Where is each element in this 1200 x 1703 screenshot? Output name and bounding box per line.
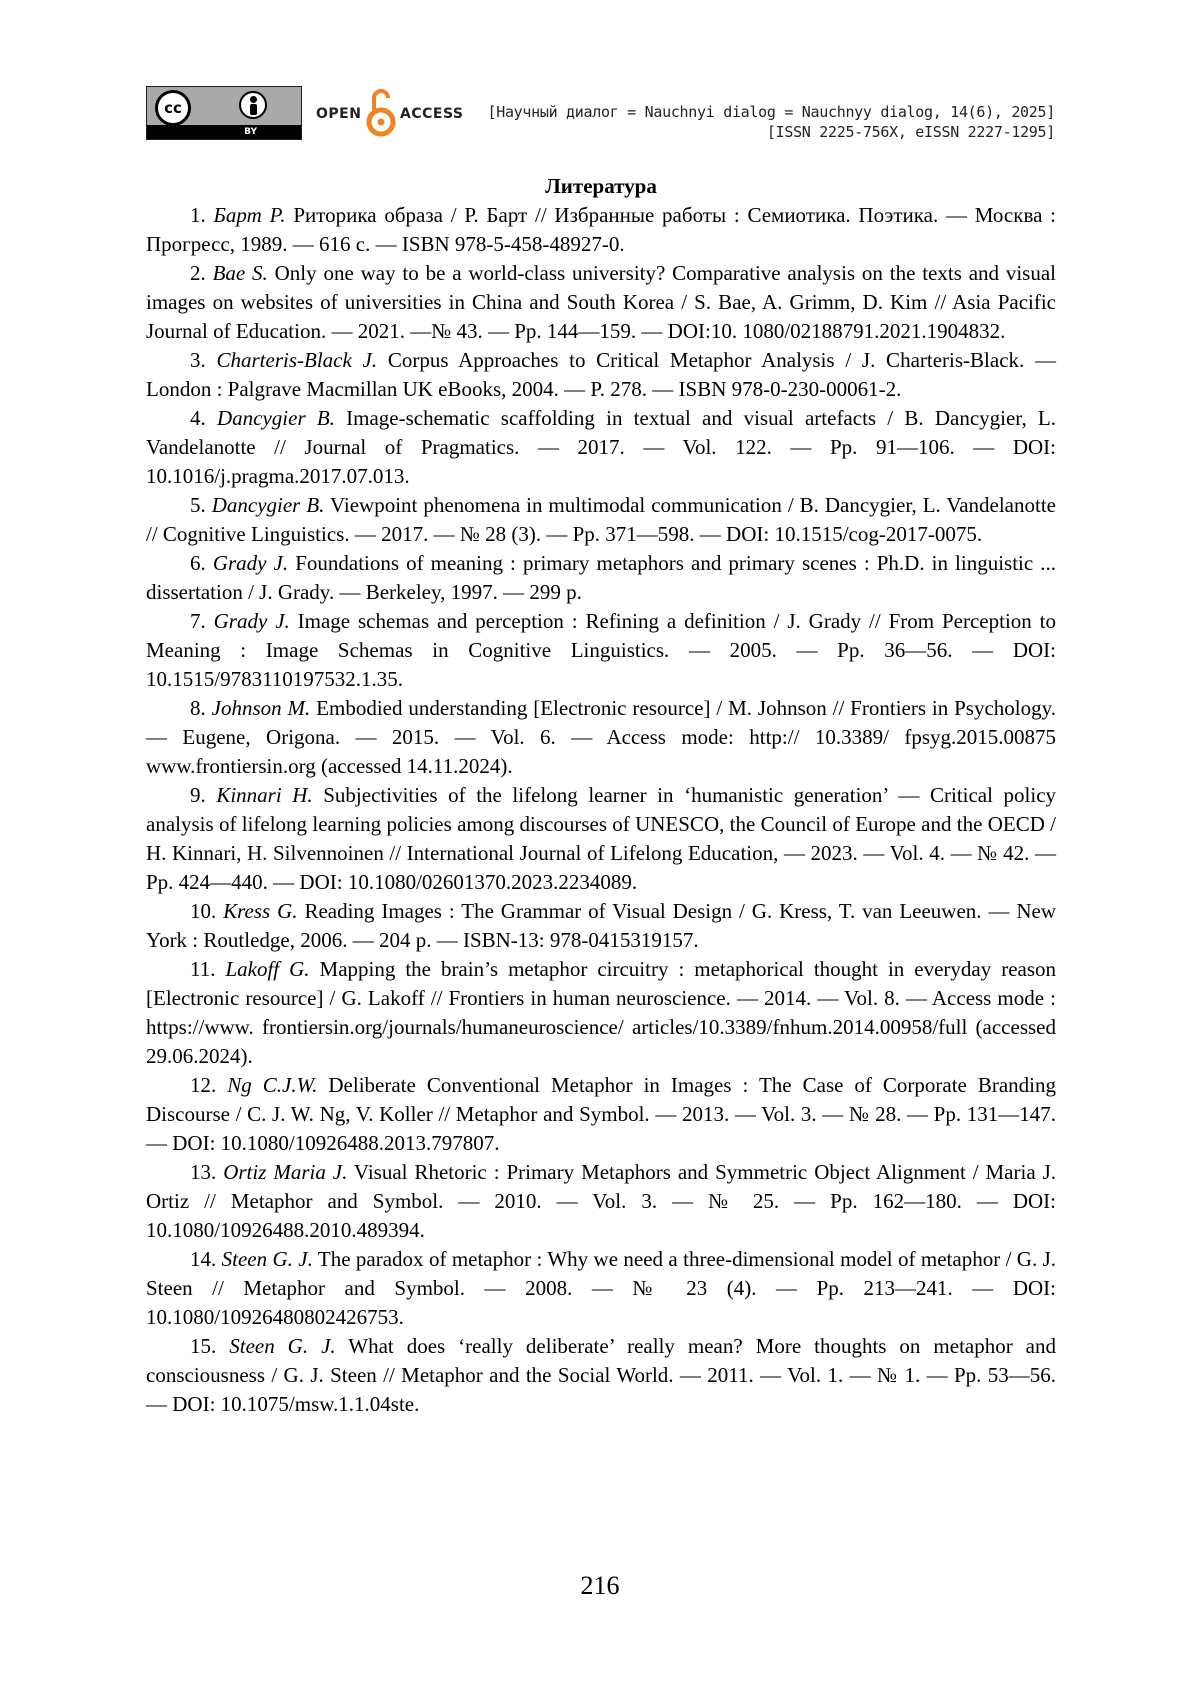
reference-number: 13. xyxy=(190,1160,217,1184)
reference-number: 15. xyxy=(190,1334,217,1358)
reference-number: 1. xyxy=(190,203,206,227)
reference-text: Corpus Approaches to Critical Metaphor Analysis / J. Charteris-Black. — London : Palgrave Macmillan UK eBooks, 2004. — P. 278. — ISBN 978-0-230-00061-2. xyxy=(146,348,1056,401)
reference-text: Embodied understanding [Electronic resource] / M. Johnson // Frontiers in Psychology. — Eugene, Origona. — 2015. — Vol. 6. — Access mode: http:// 10.3389/ fpsyg.2015.00875 www.frontiersin.org (accessed 14.11.2024). xyxy=(146,696,1057,778)
reference-number: 3. xyxy=(190,348,206,372)
reference-number: 12. xyxy=(190,1073,217,1097)
journal-title-line: [Научный диалог = Nauchnyi dialog = Nauchnyy dialog, 14(6), 2025] xyxy=(487,103,1055,121)
reference-text: Only one way to be a world-class university? Comparative analysis on the texts and visual images on websites of universities in China and South Korea / S. Bae, A. Grimm, D. Kim // Asia Pacific Journal of Education. — 2021. —№ 43. — Pp. 144—159. — DOI:10. 1080/02188791.2021.1904832. xyxy=(146,261,1057,343)
reference-item xyxy=(146,259,1056,346)
reference-text: The paradox of metaphor : Why we need a three-dimensional model of metaphor / G. J. Steen // Metaphor and Symbol. — 2008. — № 23 (4). — Pp. 213—241. — DOI: 10.1080/10926480802426753. xyxy=(146,1247,1057,1329)
reference-item xyxy=(146,897,1056,955)
reference-text: Image-schematic scaffolding in textual and visual artefacts / B. Dancygier, L. Vandelanotte // Journal of Pragmatics. — 2017. — Vol. 122. — Pp. 91—106. — DOI: 10.1016/j.pragma.2017.07.013. xyxy=(146,406,1057,488)
reference-author: Ortiz Maria J. xyxy=(223,1160,348,1184)
journal-citation xyxy=(487,102,1055,142)
reference-item xyxy=(146,694,1056,781)
access-label: ACCESS xyxy=(400,106,464,122)
reference-author: Grady J. xyxy=(212,551,289,575)
reference-item xyxy=(146,404,1056,491)
reference-author: Dancygier B. xyxy=(211,493,325,517)
reference-text: Image schemas and perception : Refining a definition / J. Grady // From Perception to Meaning : Image Schemas in Cognitive Linguistics. — 2005. — Pp. 36—56. — DOI: 10.1515/9783110197532.1.35. xyxy=(146,609,1057,691)
reference-author: Steen G. J. xyxy=(229,1334,336,1358)
reference-number: 9. xyxy=(190,783,206,807)
reference-author: Johnson M. xyxy=(211,696,311,720)
reference-text: What does ‘really deliberate’ really mean? More thoughts on metaphor and consciousness / G. J. Steen // Metaphor and the Social World. — 2011. — Vol. 1. — № 1. — Pp. 53—56. — DOI: 10.1075/msw.1.1.04ste. xyxy=(146,1334,1057,1416)
reference-author: Dancygier B. xyxy=(216,406,335,430)
reference-item xyxy=(146,607,1056,694)
reference-text: Риторика образа / Р. Барт // Избранные работы : Семиотика. Поэтика. — Москва : Прогресс, 1989. — 616 с. — ISBN 978-5-458-48927-0. xyxy=(146,203,1057,256)
reference-item xyxy=(146,549,1056,607)
reference-number: 2. xyxy=(190,261,206,285)
reference-item xyxy=(146,491,1056,549)
reference-item xyxy=(146,1332,1056,1419)
reference-number: 4. xyxy=(190,406,206,430)
reference-item xyxy=(146,201,1056,259)
open-access-logo xyxy=(316,86,464,140)
reference-text: Viewpoint phenomena in multimodal communication / B. Dancygier, L. Vandelanotte // Cognitive Linguistics. — 2017. — № 28 (3). — Pp. 371—598. — DOI: 10.1515/cog-2017-0075. xyxy=(146,493,1056,546)
reference-author: Kress G. xyxy=(223,899,298,923)
journal-issn-line: [ISSN 2225-756X, eISSN 2227-1295] xyxy=(766,123,1055,141)
reference-author: Grady J. xyxy=(213,609,290,633)
reference-item xyxy=(146,346,1056,404)
reference-text: Mapping the brain’s metaphor circuitry : metaphorical thought in everyday reason [Electronic resource] / G. Lakoff // Frontiers in human neuroscience. — 2014. — Vol. 8. — Access mode : https://www. frontiersin.org/journals/humaneuroscience/ articles/10.3389/fnhum.2014.00958/full (accessed 29.06.2024). xyxy=(146,957,1057,1068)
reference-text: Reading Images : The Grammar of Visual Design / G. Kress, T. van Leeuwen. — New York : Routledge, 2006. — 204 p. — ISBN-13: 978-0415319157. xyxy=(146,899,1057,952)
reference-author: Steen G. J. xyxy=(221,1247,313,1271)
cc-by-license-badge xyxy=(146,86,302,140)
reference-number: 8. xyxy=(190,696,206,720)
reference-text: Deliberate Conventional Metaphor in Images : The Case of Corporate Branding Discourse / C. J. W. Ng, V. Koller // Metaphor and Symbol. — 2013. — Vol. 3. — № 28. — Pp. 131—147. — DOI: 10.1080/10926488.2013.797807. xyxy=(146,1073,1057,1155)
references-section xyxy=(146,172,1056,1419)
reference-author: Lakoff G. xyxy=(225,957,310,981)
reference-text: Subjectivities of the lifelong learner in ‘humanistic generation’ — Critical policy analysis of lifelong learning policies among discourses of UNESCO, the Council of Europe and the OECD / H. Kinnari, H. Silvennoinen // International Journal of Lifelong Education, — 2023. — Vol. 4. — № 42. — Pp. 424—440. — DOI: 10.1080/02601370.2023.2234089. xyxy=(146,783,1057,894)
reference-list xyxy=(146,201,1056,1419)
reference-author: Барт Р. xyxy=(213,203,286,227)
reference-item xyxy=(146,955,1056,1071)
creative-commons-icon: cc xyxy=(155,90,191,126)
section-title: Литература xyxy=(545,174,657,198)
reference-number: 7. xyxy=(190,609,206,633)
reference-author: Ng C.J.W. xyxy=(227,1073,318,1097)
reference-item xyxy=(146,1245,1056,1332)
reference-item xyxy=(146,781,1056,897)
reference-author: Charteris-Black J. xyxy=(216,348,378,372)
page-number: 216 xyxy=(580,1571,620,1600)
reference-author: Bae S. xyxy=(212,261,268,285)
reference-number: 10. xyxy=(190,899,217,923)
reference-item xyxy=(146,1158,1056,1245)
reference-author: Kinnari H. xyxy=(216,783,313,807)
open-label: OPEN xyxy=(316,106,362,122)
reference-number: 6. xyxy=(190,551,206,575)
reference-text: Foundations of meaning : primary metaphors and primary scenes : Ph.D. in linguistic ... dissertation / J. Grady. — Berkeley, 1997. — 299 p. xyxy=(146,551,1057,604)
open-access-lock-icon xyxy=(366,86,396,140)
attribution-person-icon xyxy=(239,91,267,119)
license-by-label: BY xyxy=(244,127,257,137)
reference-number: 5. xyxy=(190,493,206,517)
reference-item xyxy=(146,1071,1056,1158)
reference-number: 11. xyxy=(190,957,216,981)
reference-number: 14. xyxy=(190,1247,217,1271)
reference-text: Visual Rhetoric : Primary Metaphors and Symmetric Object Alignment / Maria J. Ortiz // Metaphor and Symbol. — 2010. — Vol. 3. — № 25. — Pp. 162—180. — DOI: 10.1080/10926488.2010.489394. xyxy=(146,1160,1057,1242)
